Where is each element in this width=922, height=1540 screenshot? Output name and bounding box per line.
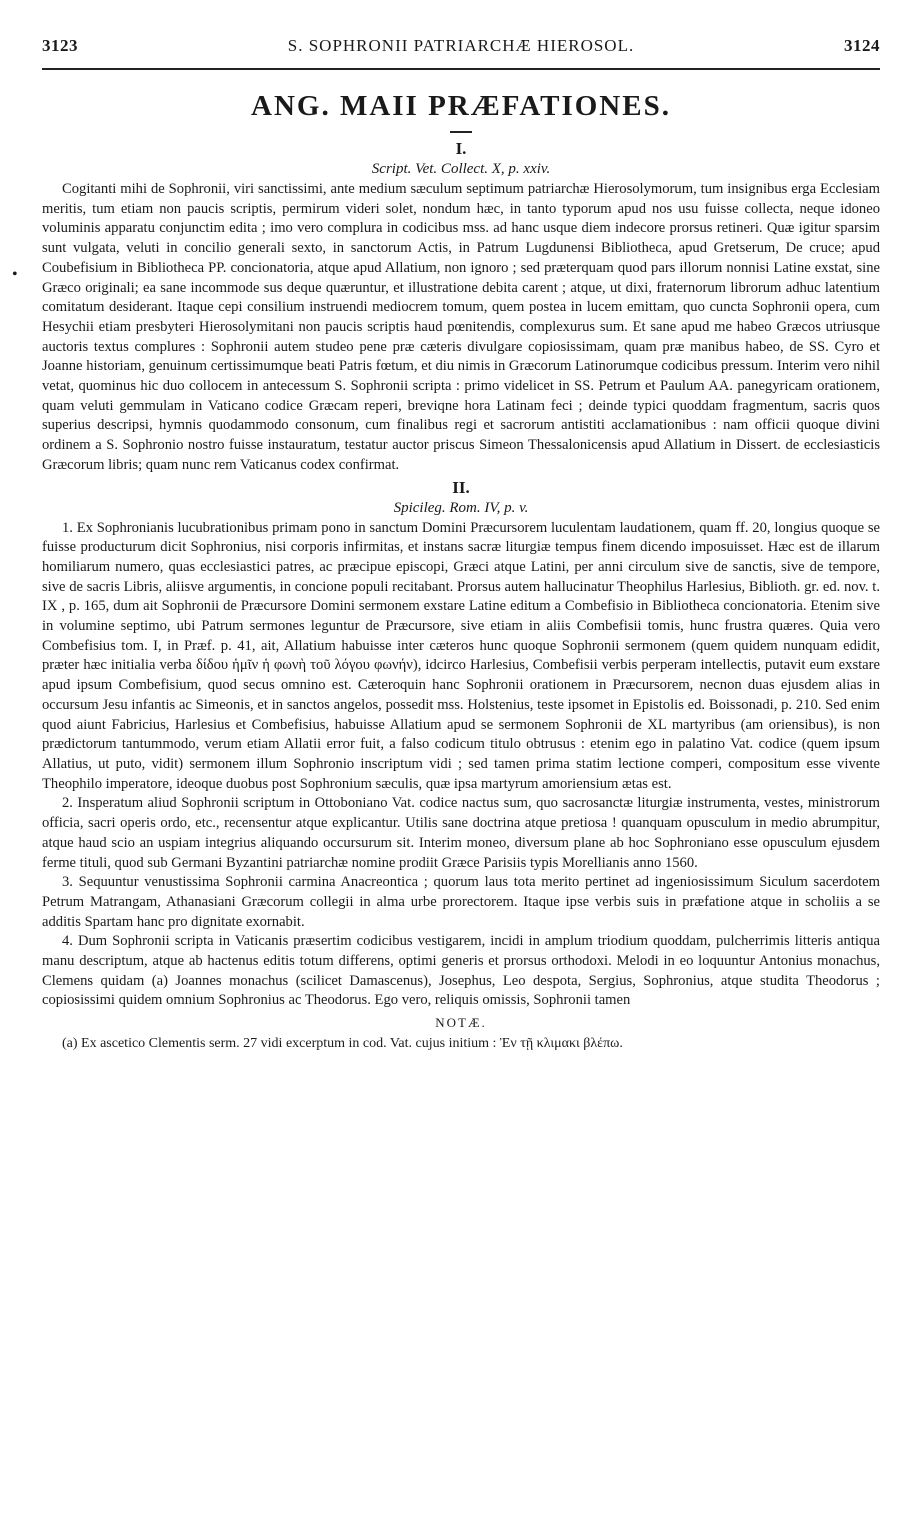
- section-reference: Script. Vet. Collect. X, p. xxiv.: [371, 161, 551, 177]
- left-column-number: 3123: [42, 36, 78, 55]
- header-rule: [42, 68, 880, 70]
- running-header: [42, 30, 880, 64]
- paragraph: 2. Insperatum aliud Sophronii scriptum in Ottoboniano Vat. codice nactus sum, quo sacrosanctæ liturgiæ instrumenta, vestes, ministrorum officia, sacri operis ordo, etc., recensentur atque explicantur. Utilis sane doctrina atque pretiosa ! quanquam opusculum in medio abrumpitur, atque haud scio an uspiam integrius aliquando occursurum sit. Interim moneo, diversum plane ab hoc Sophroniano esse opusculum ejusdem ferme tituli, quod sub Germani Byzantini patriarchæ nomine prodiit Græce Parisiis typis Morellianis anno 1560.: [42, 795, 880, 871]
- paragraph: 4. Dum Sophronii scripta in Vaticanis præsertim codicibus vestigarem, incidi in amplum triodium quoddam, pulcherrimis litteris antiqua manu descriptum, atque ab hactenus editis totum differens, optimi generis et prorsus orthodoxi. Melodi in eo loquuntur Antonius monachus, Clemens quidam (a) Joannes monachus (scilicet Damascenus), Josephus, Leo despota, Sergius, Sophronius, atque studita Theodorus ; copiosissimi quidem omnium Sophronius ac Theodorus. Ego vero, reliquis omissis, Sophronii tamen: [42, 933, 880, 1009]
- paragraph: Cogitanti mihi de Sophronii, viri sanctissimi, ante medium sæculum septimum patriarchæ Hierosolymorum, tum insignibus erga Ecclesiam meritis, tum etiam non paucis scriptis, permirum videri solet, nondum hæc, in tanto typorum apud nos usu fuisse collecta, neque idoneo voluminis apparatu conjunctim edita ; imo vero complura in codicibus mss. ad hanc usque diem indecore prorsus retineri. Quæ igitur sparsim sunt vulgata, veluti in concilio generali sexto, in sanctorum Actis, in Patrum Lugdunensi Bibliotheca, apud Gretserum, De cruce; apud Coubefisium in Bibliotheca PP. concionatoria, atque apud Allatium, non ignoro ; sed præterquam quod pars illorum nonnisi Latine exstat, sine Græco originali; ea sane incommode sus deque quæruntur, et illustratione debita carent ; atque, ut dixi, fraternorum librorum adhuc latentium comitatum desiderant. Itaque cepi consilium instruendi mediocrem tomum, quem postea in lucem emittam, quo cuncta Sophronii opera, cum Hesychii etiam presbyteri Hierosolymitani non paucis scriptis haud pœnitendis, complexurus sum. Et sane apud me habeo Græcos utriusque auctoris textus complures : Sophronii autem studeo pene præ cæteris divulgare copiosissimam, quam præ manibus habeo, de SS. Cyro et Joanne historiam, genuinum certissimumque beati Patris fœtum, et diu nimis in Græcorum Latinorumque codicibus pressum. Interim vero nihil vetat, quominus hic duo collocem in antecessum S. Sophronii scripta : primo videlicet in SS. Petrum et Paulum AA. panegyricam orationem, quam veluti gemmulam in Vaticano codice Græcam reperi, breviqne hora Latinam feci ; deinde typici quoddam fragmentum, sacris quos superius descripsi, hymnis quodammodo consonum, cum finalibus regi et sacrorum antistiti acclamationibus : nam officii quoque divini ordinem a S. Sophronio nostro fuisse instauratum, testatur auctor priscus Simeon Thessalonicensis apud Allatium in Dissert. de ecclesiasticis Græcorum libris; quam nunc rem Vaticanus codex confirmat.: [42, 181, 880, 473]
- notes-heading: NOTÆ.: [435, 1015, 487, 1031]
- main-title: ANG. MAII PRÆFATIONES.: [251, 90, 671, 122]
- footnote: (a) Ex ascetico Clementis serm. 27 vidi excerptum in cod. Vat. cujus initium : Ἐν τῇ κλιμακι βλέπω.: [62, 1036, 623, 1052]
- section-reference: Spicileg. Rom. IV, p. v.: [393, 499, 529, 516]
- section-number: II.: [452, 477, 470, 497]
- section-number: I.: [455, 139, 467, 158]
- section-i: [42, 139, 880, 476]
- margin-dot: •: [12, 266, 18, 283]
- section-ii: [42, 478, 880, 1012]
- title-dash: [450, 131, 472, 133]
- right-column-number: 3124: [844, 36, 880, 55]
- paragraph: 1. Ex Sophronianis lucubrationibus primam pono in sanctum Domini Præcursorem luculentam laudationem, quam ff. 20, longius quoque se fuisse producturum dicit Sophronius, nisi corporis infirmitas, et instans sacræ liturgiæ tempus finem dicendo imposuisset. Hæc est de illarum homiliarum numero, quas ecclesiastici patres, ac præcipue episcopi, Græci atque Latini, per anni circulum sive de sanctis, sive de tempore, sive de sacris Libris, aliisve argumentis, in concione populi recitabant. Prorsus autem hallucinatur Theophilus Harlesius, Biblioth. gr. ed. nov. t. IX , p. 165, dum ait Sophronii de Præcursore Domini sermonem exstare Latine editum a Combefisio in Bibliotheca concionatoria. Etenim sive in volumine septimo, ubi Patrum sermones leguntur de Præcursore, sive etiam in aliis Combefisii tomis, hunc frustra quæres. Quia vero Combefisius tom. I, in Præf. p. 41, ait, Allatium habuisse inter cæteros hunc quoque Sophronii sermonem (quem quidem nunquam edidit, præter hæc initialia verba δίδου ἡμῖν ἡ φωνὴ τοῦ λόγου φωνήν), idcirco Harlesius, Combefisii verbis perperam intellectis, putavit eum exstare apud ipsum Combefisium, quod secus omnino est. Cæteroquin hanc Sophronii orationem in Præcursorem, necnon duas ejusdem alias in occursum Jesu infantis ac Simeonis, et in sanctos angelos, possedit mss. Holstenius, teste ipsomet in Epistolis ed. Boissonadi, p. 210. Sed enim quod aiunt Fabricius, Harlesius et Combefisius, habuisse Allatium apud se sermonem Sophronii de XL martyribus (am oriensibus), is non prædictorum tantummodo, verum etiam Allatii error fuit, a falso codicum titulo obtrusus : etenim ego in palatino Vat. codice (quem ipsum Allatius, ut puto, vidit) sermonem illum Sophronio inscriptum vidi ; sed tamen prima statim lectione comperi, compositum esse vivente Theophilo imperatore, ideoque duobus post Sophronium sæculis, quæ ipsa martyrum amoriensium ætas est.: [42, 519, 880, 792]
- running-title: S. SOPHRONII PATRIARCHÆ HIEROSOL.: [287, 36, 635, 55]
- paragraph: 3. Sequuntur venustissima Sophronii carmina Anacreontica ; quorum laus tota merito pertinet ad ingeniosissimum Siculum sacerdotem Petrum Matrangam, Athanasiani Græcorum collegii in alma urbe prorectorem. Itaque ipse verbis suis in præfatione atque in scholiis a se additis Spartam hanc pro dignitate exornabit.: [42, 874, 880, 930]
